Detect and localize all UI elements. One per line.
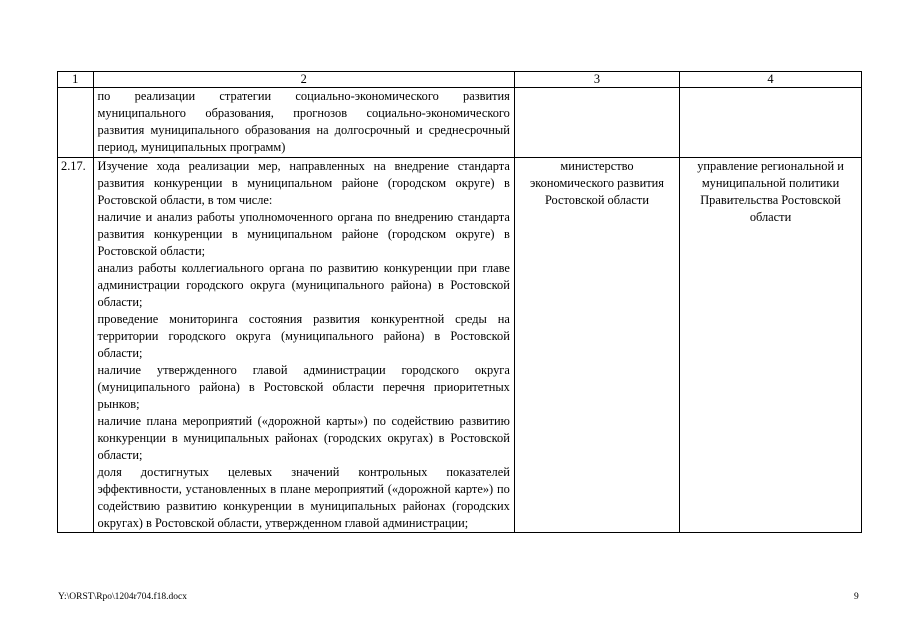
row-number [58, 88, 94, 158]
row-executor: министерство экономического развития Ростовской области [514, 158, 679, 533]
row-number: 2.17. [58, 158, 94, 533]
row-description [93, 88, 514, 158]
header-col-1: 1 [58, 72, 94, 88]
description-paragraph: по реализации стратегии социально-экономического развития муниципального образования, прогнозов социально-экономического развития муниципального образования на долгосрочный и среднесрочный период, муниципальных программ) [97, 89, 510, 154]
footer-page-number: 9 [854, 592, 859, 602]
footer-file-path: Y:\ORST\Rpo\1204r704.f18.docx [58, 592, 187, 602]
description-paragraph: наличие утвержденного главой администрации городского округа (муниципального района) в Ростовской области перечня приоритетных рынков; [97, 363, 510, 411]
header-col-4: 4 [680, 72, 862, 88]
header-col-3: 3 [514, 72, 679, 88]
document-table [57, 71, 862, 533]
description-paragraph: анализ работы коллегиального органа по развитию конкуренции при главе администрации городского округа (муниципального района) в Ростовской области; [97, 261, 510, 309]
description-paragraph: Изучение хода реализации мер, направленных на внедрение стандарта развития конкуренции в муниципальном районе (городском округе) в Ростовской области, в том числе: [97, 159, 510, 207]
description-paragraph: наличие и анализ работы уполномоченного органа по внедрению стандарта развития конкуренции в муниципальном районе (городском округе) в Ростовской области; [97, 210, 510, 258]
table-header-row [58, 72, 862, 88]
table-row-continuation [58, 88, 862, 158]
table-row-2-17 [58, 158, 862, 533]
header-col-2: 2 [93, 72, 514, 88]
description-paragraph: доля достигнутых целевых значений контрольных показателей эффективности, установленных в плане мероприятий («дорожной карте») по содействию развитию конкуренции в муниципальных районах (городских округах) в Ростовской области, утвержденном главой администрации; [97, 465, 510, 530]
description-paragraph: наличие плана мероприятий («дорожной карты») по содействию развитию конкуренции в муниципальных районах (городских округах) в Ростовской области; [97, 414, 510, 462]
row-description [93, 158, 514, 533]
row-co-executor: управление региональной и муниципальной политики Правительства Ростовской области [680, 158, 862, 533]
row-executor [514, 88, 679, 158]
description-paragraph: проведение мониторинга состояния развития конкурентной среды на территории городского округа (муниципального района) в Ростовской области; [97, 312, 510, 360]
row-co-executor [680, 88, 862, 158]
